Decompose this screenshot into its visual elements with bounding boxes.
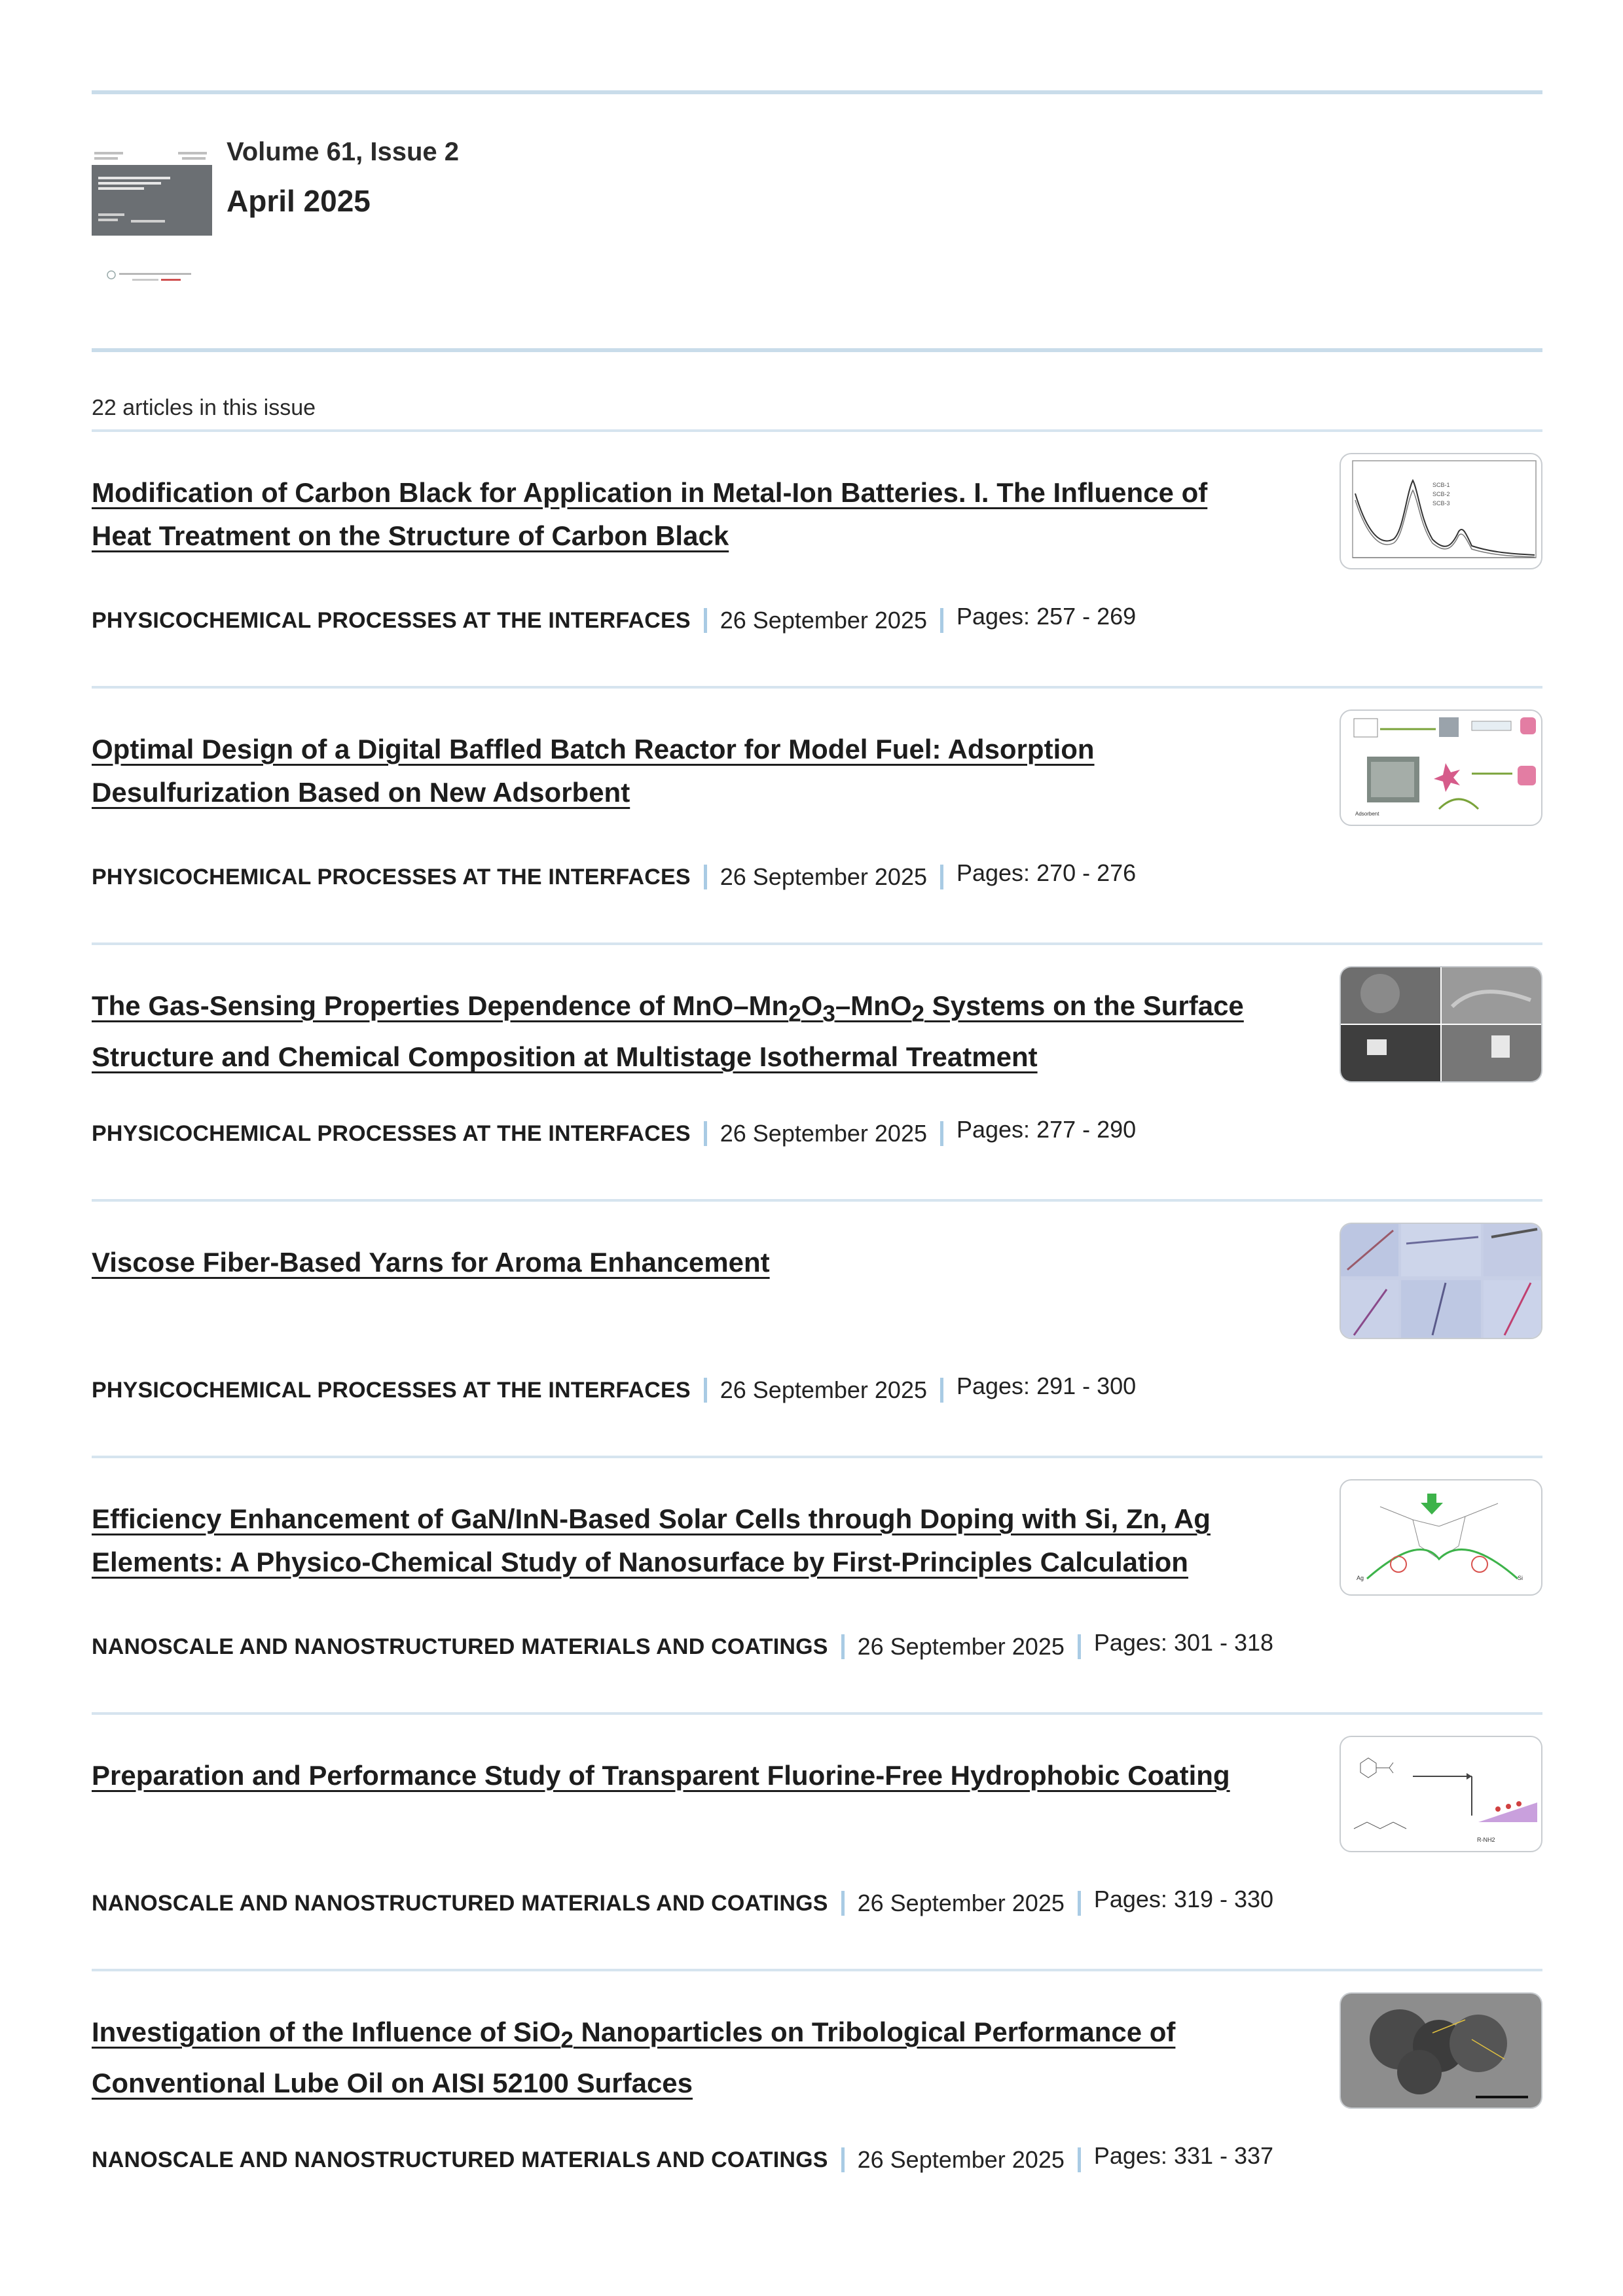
svg-text:SCB-2: SCB-2 (1432, 491, 1450, 497)
article-pages: Pages: 319 - 330 (1093, 1886, 1274, 1912)
article-divider (92, 1712, 1542, 1715)
article-title[interactable]: Preparation and Performance Study of Transparent Fluorine-Free Hydrophobic Coating (92, 1760, 1230, 1791)
article-section[interactable]: NANOSCALE AND NANOSTRUCTURED MATERIALS AND COATINGS (92, 2147, 828, 2172)
article-thumbnail[interactable] (1340, 966, 1542, 1083)
article-date: 26 September 2025 (720, 1120, 927, 1147)
synthesis-scheme-icon (1341, 1737, 1541, 1851)
article-pages: Pages: 301 - 318 (1093, 1629, 1274, 1656)
article-section[interactable]: PHYSICOCHEMICAL PROCESSES AT THE INTERFACES (92, 864, 691, 889)
article-title[interactable]: Modification of Carbon Black for Application in Metal-Ion Batteries. I. The Influence of Heat Treatment on the Structure of Carbon Black (92, 477, 1208, 551)
article-divider (92, 686, 1542, 689)
meta-separator (704, 1378, 707, 1403)
cover-panel (92, 165, 212, 236)
article-thumbnail[interactable] (1340, 1223, 1542, 1339)
article-title[interactable]: Efficiency Enhancement of GaN/InN-Based Solar Cells through Doping with Si, Zn, Ag Elements: A Physico-Chemical Study of Nanosurface by First-Principles Calculation (92, 1503, 1211, 1577)
svg-text:Ag: Ag (1357, 1575, 1364, 1581)
article-date: 26 September 2025 (857, 2146, 1065, 2173)
tem-image-icon (1341, 1994, 1541, 2108)
xrd-plot-icon (1341, 454, 1541, 568)
issue-date: April 2025 (227, 184, 371, 218)
article-date: 26 September 2025 (720, 1376, 927, 1403)
publisher-logo-icon (106, 270, 198, 284)
svg-text:SCB-3: SCB-3 (1432, 500, 1450, 507)
meta-separator (704, 608, 707, 633)
article-meta (92, 2144, 1273, 2176)
article-date: 26 September 2025 (720, 607, 927, 634)
article-date: 26 September 2025 (857, 1633, 1065, 1660)
article-meta (92, 1631, 1273, 1662)
meta-separator (940, 865, 943, 889)
top-divider (92, 90, 1542, 94)
article-title[interactable]: Optimal Design of a Digital Baffled Batch Reactor for Model Fuel: Adsorption Desulfurization Based on New Adsorbent (92, 734, 1095, 808)
meta-separator (940, 608, 943, 633)
article-divider (92, 1199, 1542, 1202)
meta-separator (841, 2147, 845, 2172)
issue-volume: Volume 61, Issue 2 (227, 137, 459, 166)
article-meta (92, 1374, 1136, 1406)
article-meta (92, 1888, 1273, 1919)
process-diagram-icon (1341, 711, 1541, 825)
article-pages: Pages: 270 - 276 (956, 859, 1137, 886)
article-meta (92, 605, 1136, 636)
article-thumbnail[interactable] (1340, 453, 1542, 569)
meta-separator (704, 865, 707, 889)
svg-text:R-NH2: R-NH2 (1477, 1837, 1495, 1843)
article-pages: Pages: 257 - 269 (956, 603, 1137, 630)
article-divider (92, 1969, 1542, 1971)
article-item (92, 728, 1542, 984)
article-title[interactable]: Viscose Fiber-Based Yarns for Aroma Enhancement (92, 1247, 770, 1278)
article-item (92, 1241, 1542, 1498)
svg-text:Si: Si (1518, 1575, 1523, 1581)
article-thumbnail[interactable] (1340, 1479, 1542, 1596)
meta-separator (1078, 1634, 1081, 1659)
svg-text:SCB-1: SCB-1 (1432, 482, 1450, 488)
article-date: 26 September 2025 (857, 1890, 1065, 1916)
header-divider (92, 348, 1542, 352)
meta-separator (1078, 1891, 1081, 1916)
list-divider (92, 429, 1542, 432)
article-section[interactable]: PHYSICOCHEMICAL PROCESSES AT THE INTERFACES (92, 607, 691, 633)
svg-text:Adsorbent: Adsorbent (1355, 811, 1379, 817)
article-thumbnail[interactable] (1340, 1736, 1542, 1852)
article-section[interactable]: PHYSICOCHEMICAL PROCESSES AT THE INTERFACES (92, 1121, 691, 1146)
article-thumbnail[interactable] (1340, 1992, 1542, 2109)
journal-cover-thumbnail[interactable] (90, 148, 213, 292)
article-pages: Pages: 291 - 300 (956, 1372, 1137, 1399)
meta-separator (841, 1634, 845, 1659)
article-divider (92, 942, 1542, 945)
article-item (92, 2011, 1542, 2267)
sem-images-icon (1341, 967, 1541, 1081)
article-pages: Pages: 331 - 337 (1093, 2142, 1274, 2169)
article-meta (92, 1118, 1136, 1149)
article-thumbnail[interactable] (1340, 709, 1542, 826)
meta-separator (704, 1121, 707, 1146)
article-item (92, 1754, 1542, 2011)
article-section[interactable]: NANOSCALE AND NANOSTRUCTURED MATERIALS AND COATINGS (92, 1890, 828, 1916)
article-item (92, 984, 1542, 1241)
article-date: 26 September 2025 (720, 863, 927, 890)
article-title[interactable]: Investigation of the Influence of SiO$_2$ Nanoparticles on Tribological Performance of Conventional Lube Oil on AISI 52100 Surfaces (92, 2017, 1176, 2099)
article-section[interactable]: PHYSICOCHEMICAL PROCESSES AT THE INTERFACES (92, 1377, 691, 1403)
article-item (92, 471, 1542, 728)
meta-separator (940, 1121, 943, 1146)
article-count: 22 articles in this issue (92, 395, 316, 420)
article-section[interactable]: NANOSCALE AND NANOSTRUCTURED MATERIALS AND COATINGS (92, 1634, 828, 1659)
meta-separator (940, 1378, 943, 1403)
article-item (92, 1498, 1542, 1754)
fiber-micrographs-icon (1341, 1224, 1541, 1338)
meta-separator (1078, 2147, 1081, 2172)
meta-separator (841, 1891, 845, 1916)
article-meta (92, 861, 1136, 893)
article-title[interactable]: The Gas-Sensing Properties Dependence of MnO–$Mn_2O_3-MnO_2$ Systems on the Surface Structure and Chemical Composition at Multistage Isothermal Treatment (92, 990, 1244, 1073)
article-divider (92, 1456, 1542, 1458)
article-pages: Pages: 277 - 290 (956, 1116, 1137, 1143)
molecular-structure-icon (1341, 1480, 1541, 1594)
